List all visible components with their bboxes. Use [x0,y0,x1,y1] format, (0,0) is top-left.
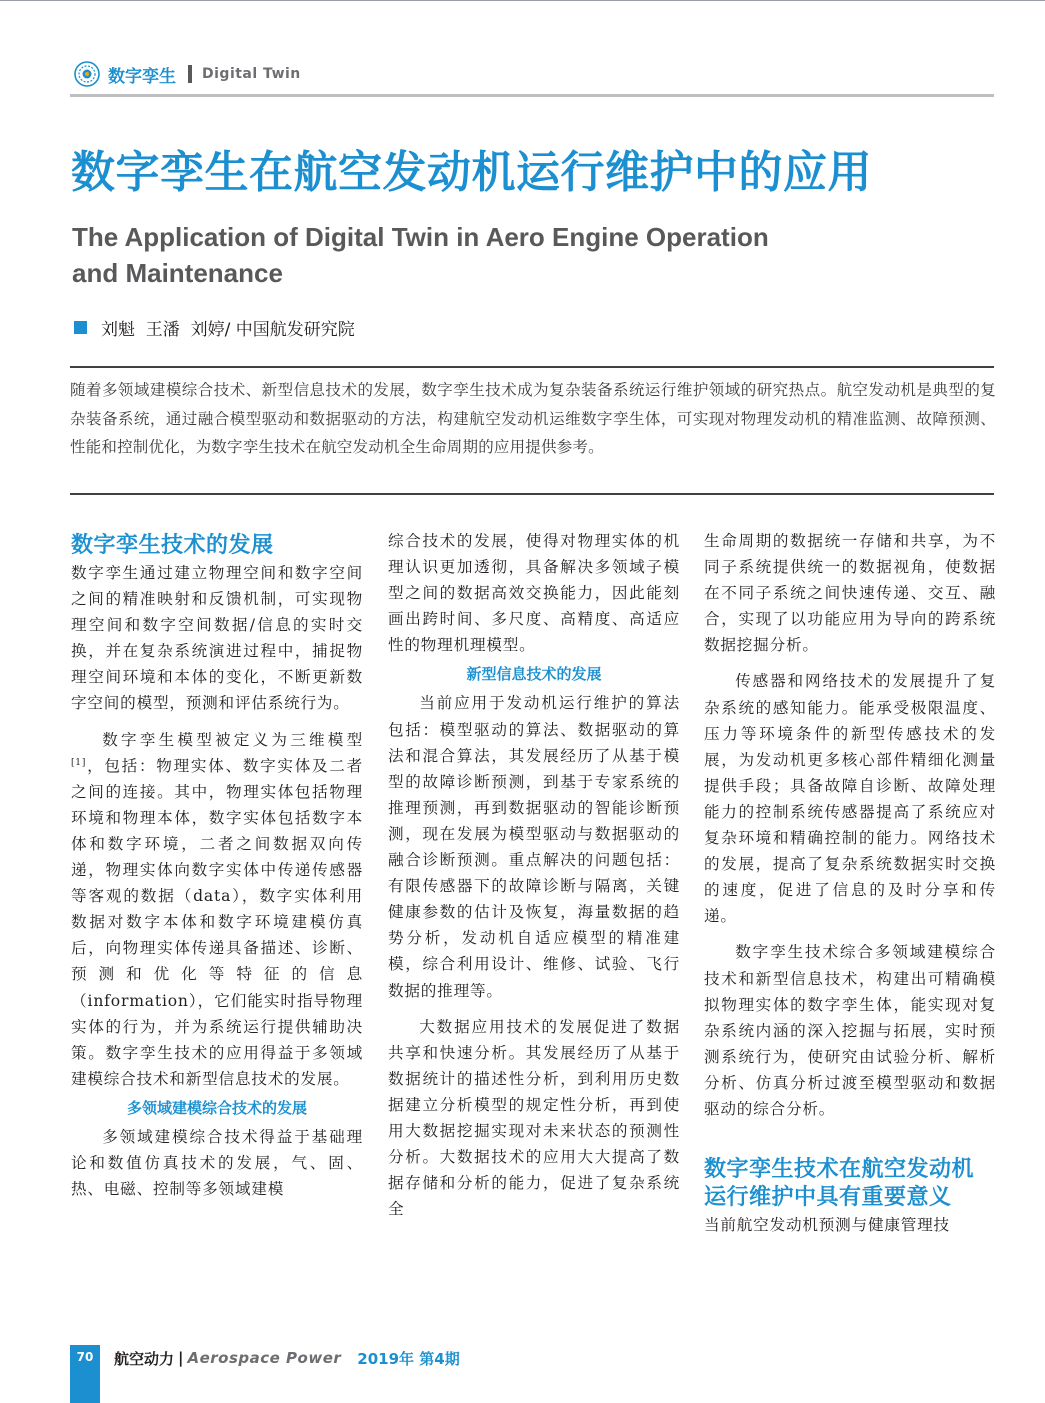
paragraph: 当前应用于发动机运行维护的算法包括：模型驱动的算法、数据驱动的算法和混合算法，其发展经历了从基于模型的故障诊断预测，到基于专家系统的推理预测，再到数据驱动的智能诊断预测，现在发展为模型驱动与数据驱动的融合诊断预测。重点解决的问题包括：有限传感器下的故障诊断与隔离，关键健康参数的估计及恢复，海量数据的趋势分析，发动机自适应模型的精准建模，综合利用设计、维修、试验、飞行数据的推理等。 [388,694,680,1000]
digital-twin-logo-icon [74,61,100,87]
running-footer [114,1346,460,1370]
section-gap [704,1122,996,1156]
paragraph: 数字孪生技术综合多领域建模综合技术和新型信息技术，构建出可精确模拟物理实体的数字孪生体，能实现对复杂系统内涵的深入挖掘与拓展，实时预测系统行为，使研究由试验分析、解析分析、仿真分析过渡至模型驱动和数据驱动的综合分析。 [704,943,996,1118]
article-title-cn: 数字孪生在航空发动机运行维护中的应用 [71,147,872,198]
subsection-title: 新型信息技术的发展 [466,665,602,684]
running-header [74,60,301,88]
paragraph: 生命周期的数据统一存储和共享，为不同子系统提供统一的数据视角，使数据在不同子系统之间快速传递、交互、融合，实现了以功能应用为导向的跨系统数据挖掘分析。 [704,532,996,655]
issue-label: 2019年 第4期 [357,1349,460,1368]
subsection-title: 多领域建模综合技术的发展 [126,1098,307,1117]
paragraph: 大数据应用技术的发展促进了数据共享和快速分析。其发展经历了从基于数据统计的描述性分析，到利用历史数据建立分析模型的规定性分析，再到使用大数据挖掘实现对未来状态的预测性分析。大数据技术的应用大大提高了数据存储和分析的能力，促进了复杂系统全 [388,1017,680,1219]
paragraph: 当前航空发动机预测与健康管理技 [704,1216,950,1235]
abstract-top-rule [70,366,994,368]
column-2 [388,528,680,1222]
title-en-line1: The Application of Digital Twin in Aero Engine Operation [72,222,769,252]
title-en-line2: and Maintenance [72,258,283,288]
paragraph [71,727,363,1092]
section-title-line2: 运行维护中具有重要意义 [704,1185,952,1211]
paragraph: 数字孪生通过建立物理空间和数字空间之间的精准映射和反馈机制，可实现物理空间和数字空间数据/信息的实时交换，并在复杂系统演进过程中，捕捉物理空间环境和本体的变化，不断更新数字空间的模型，预测和评估系统行为。 [71,564,363,713]
bullet-square-icon [74,321,87,334]
paragraph-gap [704,658,996,668]
journal-name-en: Aerospace Power [187,1349,342,1367]
header-section-cn: 数字孪生 [108,66,176,87]
journal-name-cn: 航空动力 [114,1349,175,1368]
paragraph: 多领域建模综合技术得益于基础理论和数值仿真技术的发展，气、固、热、电磁、控制等多领域建模 [71,1127,363,1199]
article-title-en [72,219,892,291]
footer-separator: | [178,1349,184,1367]
authors-text: 刘魁 王潘 刘婷/ 中国航发研究院 [101,319,355,340]
header-rule [70,94,994,97]
citation-ref: [1] [71,757,87,768]
section-title: 数字孪生技术的发展 [71,533,274,558]
paragraph-gap [704,929,996,939]
paragraph-gap [388,1004,680,1014]
paragraph-text: 数字孪生模型被定义为三维模型 [102,730,363,749]
paragraph-text: ，包括：物理实体、数字实体及二者之间的连接。其中，物理实体包括物理环境和物理本体，数字实体包括数字本体和数字环境，二者之间数据双向传递，物理实体向数字实体中传递传感器等客观的数据（data），数字实体利用数据对数字本体和数字环境建模仿真后，向物理实体传递具备描述、诊断、预测和优化等特征的信息（information），它们能实时指导物理实体的行为，并为系统运行提供辅助决策。数字孪生技术的应用得益于多领域建模综合技术和新型信息技术的发展。 [71,756,363,1088]
page-number: 70 [76,1350,94,1364]
author-line [74,314,355,340]
column-3 [704,528,996,1238]
abstract: 随着多领域建模综合技术、新型信息技术的发展，数字孪生技术成为复杂装备系统运行维护领域的研究热点。航空发动机是典型的复杂装备系统，通过融合模型驱动和数据驱动的方法，构建航空发动机运维数字孪生体，可实现对物理发动机的精准监测、故障预测、性能和控制优化，为数字孪生技术在航空发动机全生命周期的应用提供参考。 [70,381,996,457]
paragraph: 综合技术的发展，使得对物理实体的机理认识更加透彻，具备解决多领域子模型之间的数据高效交换能力，因此能刻画出跨时间、多尺度、高精度、高适应性的物理机理模型。 [388,532,680,655]
section-title-line1: 数字孪生技术在航空发动机 [704,1157,975,1183]
header-section-en: Digital Twin [202,66,301,82]
paragraph: 传感器和网络技术的发展提升了复杂系统的感知能力。能承受极限温度、压力等环境条件的新型传感技术的发展，为发动机更多核心部件精细化测量提供手段；具备故障自诊断、故障处理能力的控制系统传感器提高了系统应对复杂环境和精确控制的能力。网络技术的发展，提高了复杂系统数据实时交换的速度，促进了信息的及时分享和传递。 [704,672,996,926]
header-separator [188,65,192,83]
top-rule [0,0,1045,1]
column-1 [71,528,363,1202]
paragraph-gap [71,717,363,727]
section-title [704,1156,996,1212]
abstract-bottom-rule [70,493,994,495]
